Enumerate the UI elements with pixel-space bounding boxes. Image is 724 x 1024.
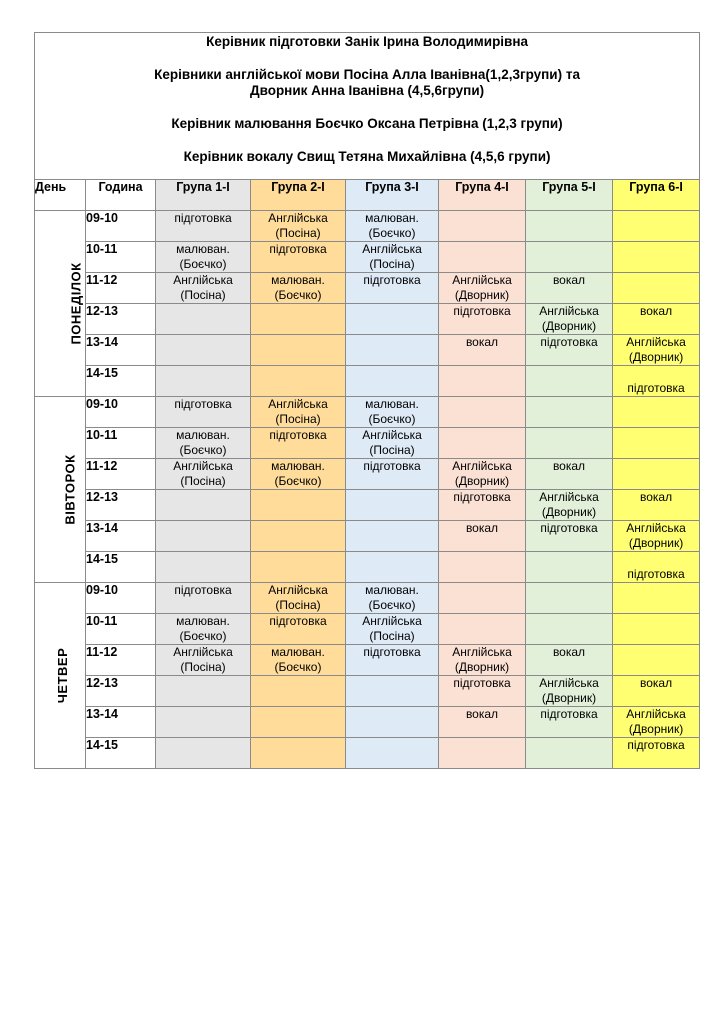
hour-cell: 09-10 [86,397,156,428]
lesson-text: (Посіна) [180,288,226,302]
hour-cell: 14-15 [86,738,156,769]
group-2-lesson-cell [251,397,346,428]
group-6-lesson-cell [613,552,700,583]
lesson-text: вокал [465,521,499,535]
hour-cell: 11-12 [86,273,156,304]
group-2-lesson-cell [251,583,346,614]
schedule-row [35,459,700,490]
group-3-header: Група 3-І [346,180,439,211]
group-1-lesson-cell [156,676,251,707]
group-2-lesson-cell [251,552,346,583]
group-5-lesson-cell [526,583,613,614]
lesson-text: Англійська [452,273,512,287]
lesson-text: Англійська [268,211,328,225]
hour-cell: 13-14 [86,521,156,552]
lesson-text: вокал [640,490,673,504]
group-3-lesson-cell [346,552,439,583]
lesson-text: підготовка [453,676,511,690]
schedule-header [35,33,700,180]
group-3-lesson-cell [346,273,439,304]
lesson-text: вокал [552,645,586,659]
group-5-lesson-cell [526,211,613,242]
group-1-lesson-cell [156,242,251,273]
group-1-lesson-cell [156,738,251,769]
lesson-text: (Дворник) [454,474,510,488]
group-3-lesson-cell [346,614,439,645]
hour-cell: 12-13 [86,304,156,335]
lesson-text: Англійська [626,707,686,721]
lesson-text: підготовка [269,614,327,628]
group-6-lesson-cell [613,583,700,614]
group-5-lesson-cell [526,459,613,490]
group-6-lesson-cell [613,738,700,769]
lesson-text: (Посіна) [275,598,321,612]
day-label: ЧЕТВЕР [55,647,71,704]
schedule-row [35,738,700,769]
group-4-lesson-cell [439,552,526,583]
hour-cell: 14-15 [86,552,156,583]
lesson-text: підготовка [540,707,598,721]
group-4-lesson-cell [439,304,526,335]
group-6-lesson-cell [613,459,700,490]
group-3-lesson-cell [346,645,439,676]
group-4-lesson-cell [439,211,526,242]
lesson-text: (Боєчко) [368,598,416,612]
lesson-text: Англійська [362,428,422,442]
group-1-lesson-cell [156,428,251,459]
lesson-text: (Боєчко) [274,474,322,488]
group-4-lesson-cell [439,459,526,490]
group-5-lesson-cell [526,428,613,459]
schedule-row [35,366,700,397]
lesson-text: малюван. [176,428,230,442]
group-2-lesson-cell [251,304,346,335]
lesson-text: підготовка [540,521,598,535]
schedule-row [35,428,700,459]
group-6-lesson-cell [613,397,700,428]
lesson-text: (Посіна) [369,443,415,457]
lesson-text: Англійська [362,614,422,628]
lesson-text: (Посіна) [275,412,321,426]
group-1-lesson-cell [156,397,251,428]
lesson-text: підготовка [269,242,327,256]
group-5-lesson-cell [526,614,613,645]
lesson-text: (Посіна) [369,257,415,271]
hour-cell: 09-10 [86,583,156,614]
group-4-lesson-cell [439,335,526,366]
lesson-text: (Боєчко) [274,660,322,674]
hour-cell: 14-15 [86,366,156,397]
group-2-lesson-cell [251,614,346,645]
group-1-lesson-cell [156,273,251,304]
lesson-text: вокал [640,304,673,318]
group-2-lesson-cell [251,242,346,273]
group-5-lesson-cell [526,335,613,366]
group-3-lesson-cell [346,335,439,366]
group-6-lesson-cell [613,707,700,738]
group-4-header: Група 4-І [439,180,526,211]
group-3-lesson-cell [346,707,439,738]
lesson-text: (Посіна) [275,226,321,240]
lesson-text: малюван. [271,645,325,659]
lesson-text: Англійська [173,645,233,659]
lesson-text: малюван. [271,273,325,287]
lesson-text: Англійська [626,521,686,535]
lesson-text: (Дворник) [628,722,684,736]
lesson-text: підготовка [174,397,232,411]
lesson-text: Англійська [268,583,328,597]
lesson-text: (Дворник) [628,536,684,550]
day-cell [35,211,86,397]
hour-cell: 12-13 [86,490,156,521]
group-5-lesson-cell [526,242,613,273]
group-3-lesson-cell [346,211,439,242]
schedule-row [35,676,700,707]
hour-cell: 11-12 [86,645,156,676]
hour-cell: 10-11 [86,428,156,459]
schedule-row [35,645,700,676]
schedule-row [35,273,700,304]
group-5-lesson-cell [526,366,613,397]
day-cell [35,397,86,583]
lesson-text: (Боєчко) [368,412,416,426]
group-5-lesson-cell [526,738,613,769]
lesson-text: підготовка [453,304,511,318]
group-6-lesson-cell [613,490,700,521]
schedule-row [35,521,700,552]
group-5-lesson-cell [526,490,613,521]
lesson-text: малюван. [271,459,325,473]
group-4-lesson-cell [439,583,526,614]
group-6-lesson-cell [613,614,700,645]
group-4-lesson-cell [439,428,526,459]
group-4-lesson-cell [439,645,526,676]
group-2-lesson-cell [251,645,346,676]
schedule-row [35,490,700,521]
group-3-lesson-cell [346,428,439,459]
hour-cell: 13-14 [86,707,156,738]
group-5-lesson-cell [526,707,613,738]
lesson-text: вокал [465,707,499,721]
group-6-lesson-cell [613,304,700,335]
lesson-text: (Дворник) [454,288,510,302]
schedule-row [35,211,700,242]
group-5-lesson-cell [526,552,613,583]
group-3-lesson-cell [346,676,439,707]
group-4-lesson-cell [439,397,526,428]
group-6-lesson-cell [613,645,700,676]
group-5-lesson-cell [526,397,613,428]
group-5-lesson-cell [526,304,613,335]
lesson-text: вокал [552,273,586,287]
group-3-lesson-cell [346,397,439,428]
group-3-lesson-cell [346,738,439,769]
group-2-lesson-cell [251,335,346,366]
english-heads-line-2: Дворник Анна Іванівна (4,5,6групи) [249,83,485,98]
group-2-header: Група 2-І [251,180,346,211]
group-6-lesson-cell [613,521,700,552]
lesson-text: підготовка [269,428,327,442]
schedule-row [35,552,700,583]
lesson-text: (Дворник) [541,691,597,705]
preparation-head-line: Керівник підготовки Занік Ірина Володимирівна [206,34,529,49]
group-2-lesson-cell [251,707,346,738]
group-6-lesson-cell [613,273,700,304]
lesson-text: підготовка [363,645,421,659]
lesson-text: Англійська [539,304,599,318]
lesson-text: Англійська [539,676,599,690]
lesson-text: (Боєчко) [179,257,227,271]
lesson-text: (Посіна) [180,474,226,488]
day-label: ПОНЕДІЛОК [68,262,84,345]
lesson-text: Англійська [173,273,233,287]
group-3-lesson-cell [346,304,439,335]
group-1-lesson-cell [156,645,251,676]
schedule-body [35,211,700,769]
group-1-lesson-cell [156,583,251,614]
lesson-text: підготовка [174,211,232,225]
group-5-header: Група 5-І [526,180,613,211]
group-4-lesson-cell [439,614,526,645]
group-6-header: Група 6-І [613,180,700,211]
lesson-text: (Дворник) [541,319,597,333]
group-6-lesson-cell [613,242,700,273]
group-4-lesson-cell [439,242,526,273]
group-1-lesson-cell [156,459,251,490]
hour-column-header: Година [86,180,156,211]
lesson-text: Англійська [268,397,328,411]
hour-cell: 10-11 [86,614,156,645]
drawing-head-line: Керівник малювання Боєчко Оксана Петрівна (1,2,3 групи) [171,116,563,131]
lesson-text: малюван. [365,397,419,411]
day-cell [35,583,86,769]
lesson-text: вокал [465,335,499,349]
lesson-text: малюван. [176,614,230,628]
group-6-lesson-cell [613,211,700,242]
lesson-text: малюван. [176,242,230,256]
lesson-text: підготовка [453,490,511,504]
hour-cell: 11-12 [86,459,156,490]
lesson-text: вокал [552,459,586,473]
group-4-lesson-cell [439,738,526,769]
schedule-row [35,614,700,645]
group-2-lesson-cell [251,490,346,521]
group-5-lesson-cell [526,521,613,552]
day-column-header: День [35,180,86,211]
vocal-head-line: Керівник вокалу Свищ Тетяна Михайлівна (4,5,6 групи) [183,149,551,164]
group-4-lesson-cell [439,366,526,397]
lesson-text: підготовка [363,459,421,473]
lesson-text: (Дворник) [541,505,597,519]
lesson-text: вокал [640,676,673,690]
group-3-lesson-cell [346,366,439,397]
schedule-table [34,32,700,769]
group-6-lesson-cell [613,335,700,366]
group-5-lesson-cell [526,645,613,676]
group-1-lesson-cell [156,335,251,366]
group-4-lesson-cell [439,521,526,552]
schedule-row [35,335,700,366]
group-4-lesson-cell [439,676,526,707]
group-1-lesson-cell [156,366,251,397]
hour-cell: 13-14 [86,335,156,366]
lesson-text: підготовка [627,567,685,581]
hour-cell: 09-10 [86,211,156,242]
group-1-lesson-cell [156,707,251,738]
group-5-lesson-cell [526,273,613,304]
hour-cell: 10-11 [86,242,156,273]
group-2-lesson-cell [251,676,346,707]
group-1-lesson-cell [156,552,251,583]
group-5-lesson-cell [526,676,613,707]
schedule-row [35,583,700,614]
lesson-text: (Дворник) [628,350,684,364]
group-2-lesson-cell [251,211,346,242]
group-3-lesson-cell [346,490,439,521]
group-4-lesson-cell [439,490,526,521]
group-1-lesson-cell [156,304,251,335]
lesson-text: (Боєчко) [179,443,227,457]
lesson-text: (Посіна) [180,660,226,674]
lesson-text: Англійська [362,242,422,256]
group-4-lesson-cell [439,273,526,304]
group-1-header: Група 1-І [156,180,251,211]
group-1-lesson-cell [156,490,251,521]
group-2-lesson-cell [251,738,346,769]
group-3-lesson-cell [346,583,439,614]
group-6-lesson-cell [613,428,700,459]
group-1-lesson-cell [156,614,251,645]
lesson-text: малюван. [365,211,419,225]
lesson-text: підготовка [363,273,421,287]
lesson-text: підготовка [627,381,685,395]
lesson-text: (Боєчко) [179,629,227,643]
lesson-text: (Дворник) [454,660,510,674]
lesson-text: малюван. [365,583,419,597]
schedule-row [35,242,700,273]
lesson-text: (Боєчко) [368,226,416,240]
lesson-text: Англійська [452,645,512,659]
english-heads-line: Керівники англійської мови Посіна Алла Іванівна(1,2,3групи) та [154,67,580,82]
schedule-row [35,397,700,428]
group-1-lesson-cell [156,521,251,552]
group-2-lesson-cell [251,273,346,304]
lesson-text: підготовка [627,738,685,752]
group-3-lesson-cell [346,521,439,552]
lesson-text: Англійська [452,459,512,473]
lesson-text: Англійська [626,335,686,349]
lesson-text: (Боєчко) [274,288,322,302]
group-2-lesson-cell [251,459,346,490]
group-2-lesson-cell [251,428,346,459]
hour-cell: 12-13 [86,676,156,707]
group-2-lesson-cell [251,366,346,397]
lesson-text: підготовка [174,583,232,597]
schedule-row [35,304,700,335]
lesson-text: Англійська [173,459,233,473]
lesson-text: підготовка [540,335,598,349]
lesson-text: Англійська [539,490,599,504]
lesson-text: (Посіна) [369,629,415,643]
group-4-lesson-cell [439,707,526,738]
group-2-lesson-cell [251,521,346,552]
group-6-lesson-cell [613,676,700,707]
schedule-row [35,707,700,738]
day-label: ВІВТОРОК [62,454,78,525]
group-6-lesson-cell [613,366,700,397]
group-1-lesson-cell [156,211,251,242]
group-3-lesson-cell [346,459,439,490]
group-3-lesson-cell [346,242,439,273]
